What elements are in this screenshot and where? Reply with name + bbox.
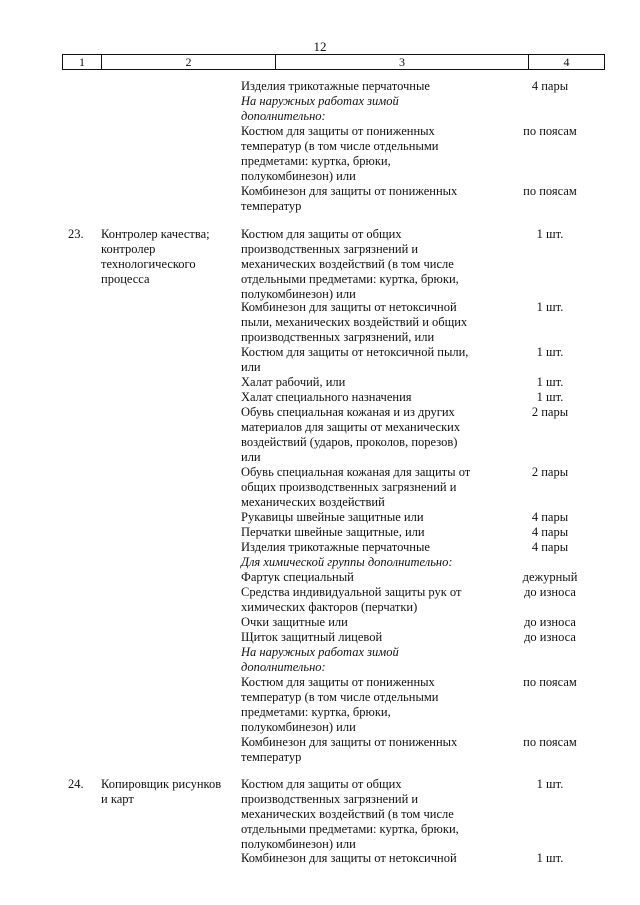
ppe-item	[241, 465, 491, 510]
ppe-item-line: Костюм для защиты от пониженных	[241, 124, 435, 138]
ppe-item-line: материалов для защиты от механических	[241, 420, 461, 434]
ppe-item-line: Комбинезон для защиты от нетоксичной	[241, 851, 457, 865]
ppe-item-line: химических факторов (перчатки)	[241, 600, 418, 614]
issue-norm-line: 4 пары	[531, 525, 569, 539]
issue-norm	[500, 227, 600, 242]
issue-norm	[500, 184, 600, 199]
ppe-item-line: механических воздействий (в том числе	[241, 257, 454, 271]
ppe-item	[241, 615, 491, 630]
issue-norm-line: по поясам	[523, 184, 577, 198]
row-number-line: 23.	[68, 227, 84, 241]
issue-norm	[500, 570, 600, 585]
section-note	[241, 94, 491, 124]
ppe-item-line: полукомбинезон) или	[241, 837, 356, 851]
ppe-item-line: температур	[241, 750, 302, 764]
ppe-item-line: Костюм для защиты от пониженных	[241, 675, 435, 689]
issue-norm-line: по поясам	[523, 675, 577, 689]
ppe-item-line: производственных загрязнений и	[241, 792, 419, 806]
ppe-item	[241, 300, 491, 345]
ppe-item-line: Обувь специальная кожаная и из других	[241, 405, 455, 419]
issue-norm-line: 1 шт.	[536, 300, 564, 314]
column-header-1: 1	[63, 55, 102, 70]
issue-norm-line: по поясам	[523, 124, 577, 138]
ppe-item	[241, 405, 491, 465]
profession-name-line: Контролер качества;	[101, 227, 210, 241]
ppe-item	[241, 227, 491, 302]
ppe-item-line: Щиток защитный лицевой	[241, 630, 383, 644]
ppe-item-line: предметами: куртка, брюки,	[241, 154, 391, 168]
column-header-2: 2	[102, 55, 276, 70]
issue-norm-line: 1 шт.	[536, 227, 564, 241]
ppe-item-line: Костюм для защиты от нетоксичной пыли,	[241, 345, 469, 359]
ppe-item-line: Изделия трикотажные перчаточные	[241, 540, 430, 554]
ppe-item-line: Рукавицы швейные защитные или	[241, 510, 424, 524]
ppe-item-line: Очки защитные или	[241, 615, 348, 629]
issue-norm-line: 1 шт.	[536, 777, 564, 791]
ppe-item-line: Фартук специальный	[241, 570, 354, 584]
issue-norm-line: 1 шт.	[536, 390, 564, 404]
section-note-line: Для химической группы дополнительно:	[241, 555, 453, 569]
ppe-item-line: температур	[241, 199, 302, 213]
ppe-item	[241, 525, 491, 540]
issue-norm-line: 4 пары	[531, 79, 569, 93]
ppe-item-line: Перчатки швейные защитные, или	[241, 525, 425, 539]
issue-norm-line: 4 пары	[531, 540, 569, 554]
ppe-item-line: производственных загрязнений, или	[241, 330, 435, 344]
column-header-4: 4	[529, 55, 605, 70]
issue-norm-line: 2 пары	[531, 465, 569, 479]
ppe-item-line: полукомбинезон) или	[241, 169, 356, 183]
ppe-item-line: механических воздействий	[241, 495, 385, 509]
issue-norm-line: по поясам	[523, 735, 577, 749]
ppe-item	[241, 510, 491, 525]
profession-name-line: технологического	[101, 257, 196, 271]
issue-norm	[500, 510, 600, 525]
issue-norm-line: до износа	[524, 615, 576, 629]
ppe-item-line: Костюм для защиты от общих	[241, 777, 402, 791]
issue-norm	[500, 405, 600, 420]
issue-norm	[500, 525, 600, 540]
ppe-item-line: Комбинезон для защиты от нетоксичной	[241, 300, 457, 314]
section-note	[241, 645, 491, 675]
issue-norm	[500, 124, 600, 139]
ppe-item	[241, 851, 491, 866]
ppe-item-line: предметами: куртка, брюки,	[241, 705, 391, 719]
ppe-item-line: общих производственных загрязнений и	[241, 480, 457, 494]
issue-norm	[500, 79, 600, 94]
ppe-item	[241, 777, 491, 852]
ppe-item	[241, 570, 491, 585]
ppe-item-line: или	[241, 360, 261, 374]
ppe-item	[241, 345, 491, 375]
profession-name-line: и карт	[101, 792, 134, 806]
row-number	[68, 777, 96, 792]
profession-name	[101, 777, 233, 807]
column-header-3: 3	[276, 55, 529, 70]
issue-norm-line: до износа	[524, 630, 576, 644]
ppe-item	[241, 675, 491, 735]
ppe-item-line: Костюм для защиты от общих	[241, 227, 402, 241]
ppe-item-line: Обувь специальная кожаная для защиты от	[241, 465, 471, 479]
ppe-item-line: отдельными предметами: куртка, брюки,	[241, 272, 459, 286]
ppe-item	[241, 124, 491, 184]
issue-norm	[500, 615, 600, 630]
section-note-line: дополнительно:	[241, 660, 326, 674]
profession-name-line: контролер	[101, 242, 156, 256]
issue-norm	[500, 585, 600, 600]
row-number	[68, 227, 96, 242]
section-note-line: На наружных работах зимой	[241, 645, 399, 659]
ppe-item-line: отдельными предметами: куртка, брюки,	[241, 822, 459, 836]
issue-norm-line: 4 пары	[531, 510, 569, 524]
row-number-line: 24.	[68, 777, 84, 791]
ppe-item-line: температур (в том числе отдельными	[241, 690, 439, 704]
ppe-item-line: производственных загрязнений и	[241, 242, 419, 256]
issue-norm	[500, 465, 600, 480]
issue-norm-line: до износа	[524, 585, 576, 599]
ppe-item-line: Комбинезон для защиты от пониженных	[241, 735, 458, 749]
issue-norm	[500, 390, 600, 405]
ppe-item-line: Комбинезон для защиты от пониженных	[241, 184, 458, 198]
ppe-item	[241, 390, 491, 405]
ppe-item-line: Средства индивидуальной защиты рук от	[241, 585, 462, 599]
issue-norm	[500, 777, 600, 792]
issue-norm-line: 1 шт.	[536, 851, 564, 865]
ppe-item-line: температур (в том числе отдельными	[241, 139, 439, 153]
page-number: 12	[313, 39, 327, 54]
issue-norm	[500, 851, 600, 866]
issue-norm-line: дежурный	[522, 570, 578, 584]
issue-norm	[500, 675, 600, 690]
ppe-item	[241, 630, 491, 645]
ppe-item-line: полукомбинезон) или	[241, 720, 356, 734]
profession-name-line: Копировщик рисунков	[101, 777, 222, 791]
issue-norm-line: 2 пары	[531, 405, 569, 419]
column-header-table	[62, 54, 605, 70]
ppe-item-line: механических воздействий (в том числе	[241, 807, 454, 821]
ppe-item-line: Халат рабочий, или	[241, 375, 346, 389]
profession-name-line: процесса	[101, 272, 150, 286]
ppe-item	[241, 375, 491, 390]
ppe-item-line: пыли, механических воздействий и общих	[241, 315, 468, 329]
issue-norm	[500, 300, 600, 315]
ppe-item-line: Изделия трикотажные перчаточные	[241, 79, 430, 93]
ppe-item	[241, 735, 491, 765]
issue-norm	[500, 540, 600, 555]
issue-norm	[500, 345, 600, 360]
section-note	[241, 555, 491, 570]
ppe-item-line: или	[241, 450, 261, 464]
ppe-item-line: Халат специального назначения	[241, 390, 412, 404]
issue-norm-line: 1 шт.	[536, 345, 564, 359]
profession-name	[101, 227, 233, 287]
issue-norm	[500, 630, 600, 645]
ppe-item	[241, 540, 491, 555]
section-note-line: На наружных работах зимой	[241, 94, 399, 108]
ppe-item	[241, 184, 491, 214]
ppe-item-line: полукомбинезон) или	[241, 287, 356, 301]
section-note-line: дополнительно:	[241, 109, 326, 123]
ppe-item	[241, 585, 491, 615]
issue-norm	[500, 375, 600, 390]
ppe-item-line: воздействий (ударов, проколов, порезов)	[241, 435, 458, 449]
ppe-item	[241, 79, 491, 94]
issue-norm-line: 1 шт.	[536, 375, 564, 389]
issue-norm	[500, 735, 600, 750]
